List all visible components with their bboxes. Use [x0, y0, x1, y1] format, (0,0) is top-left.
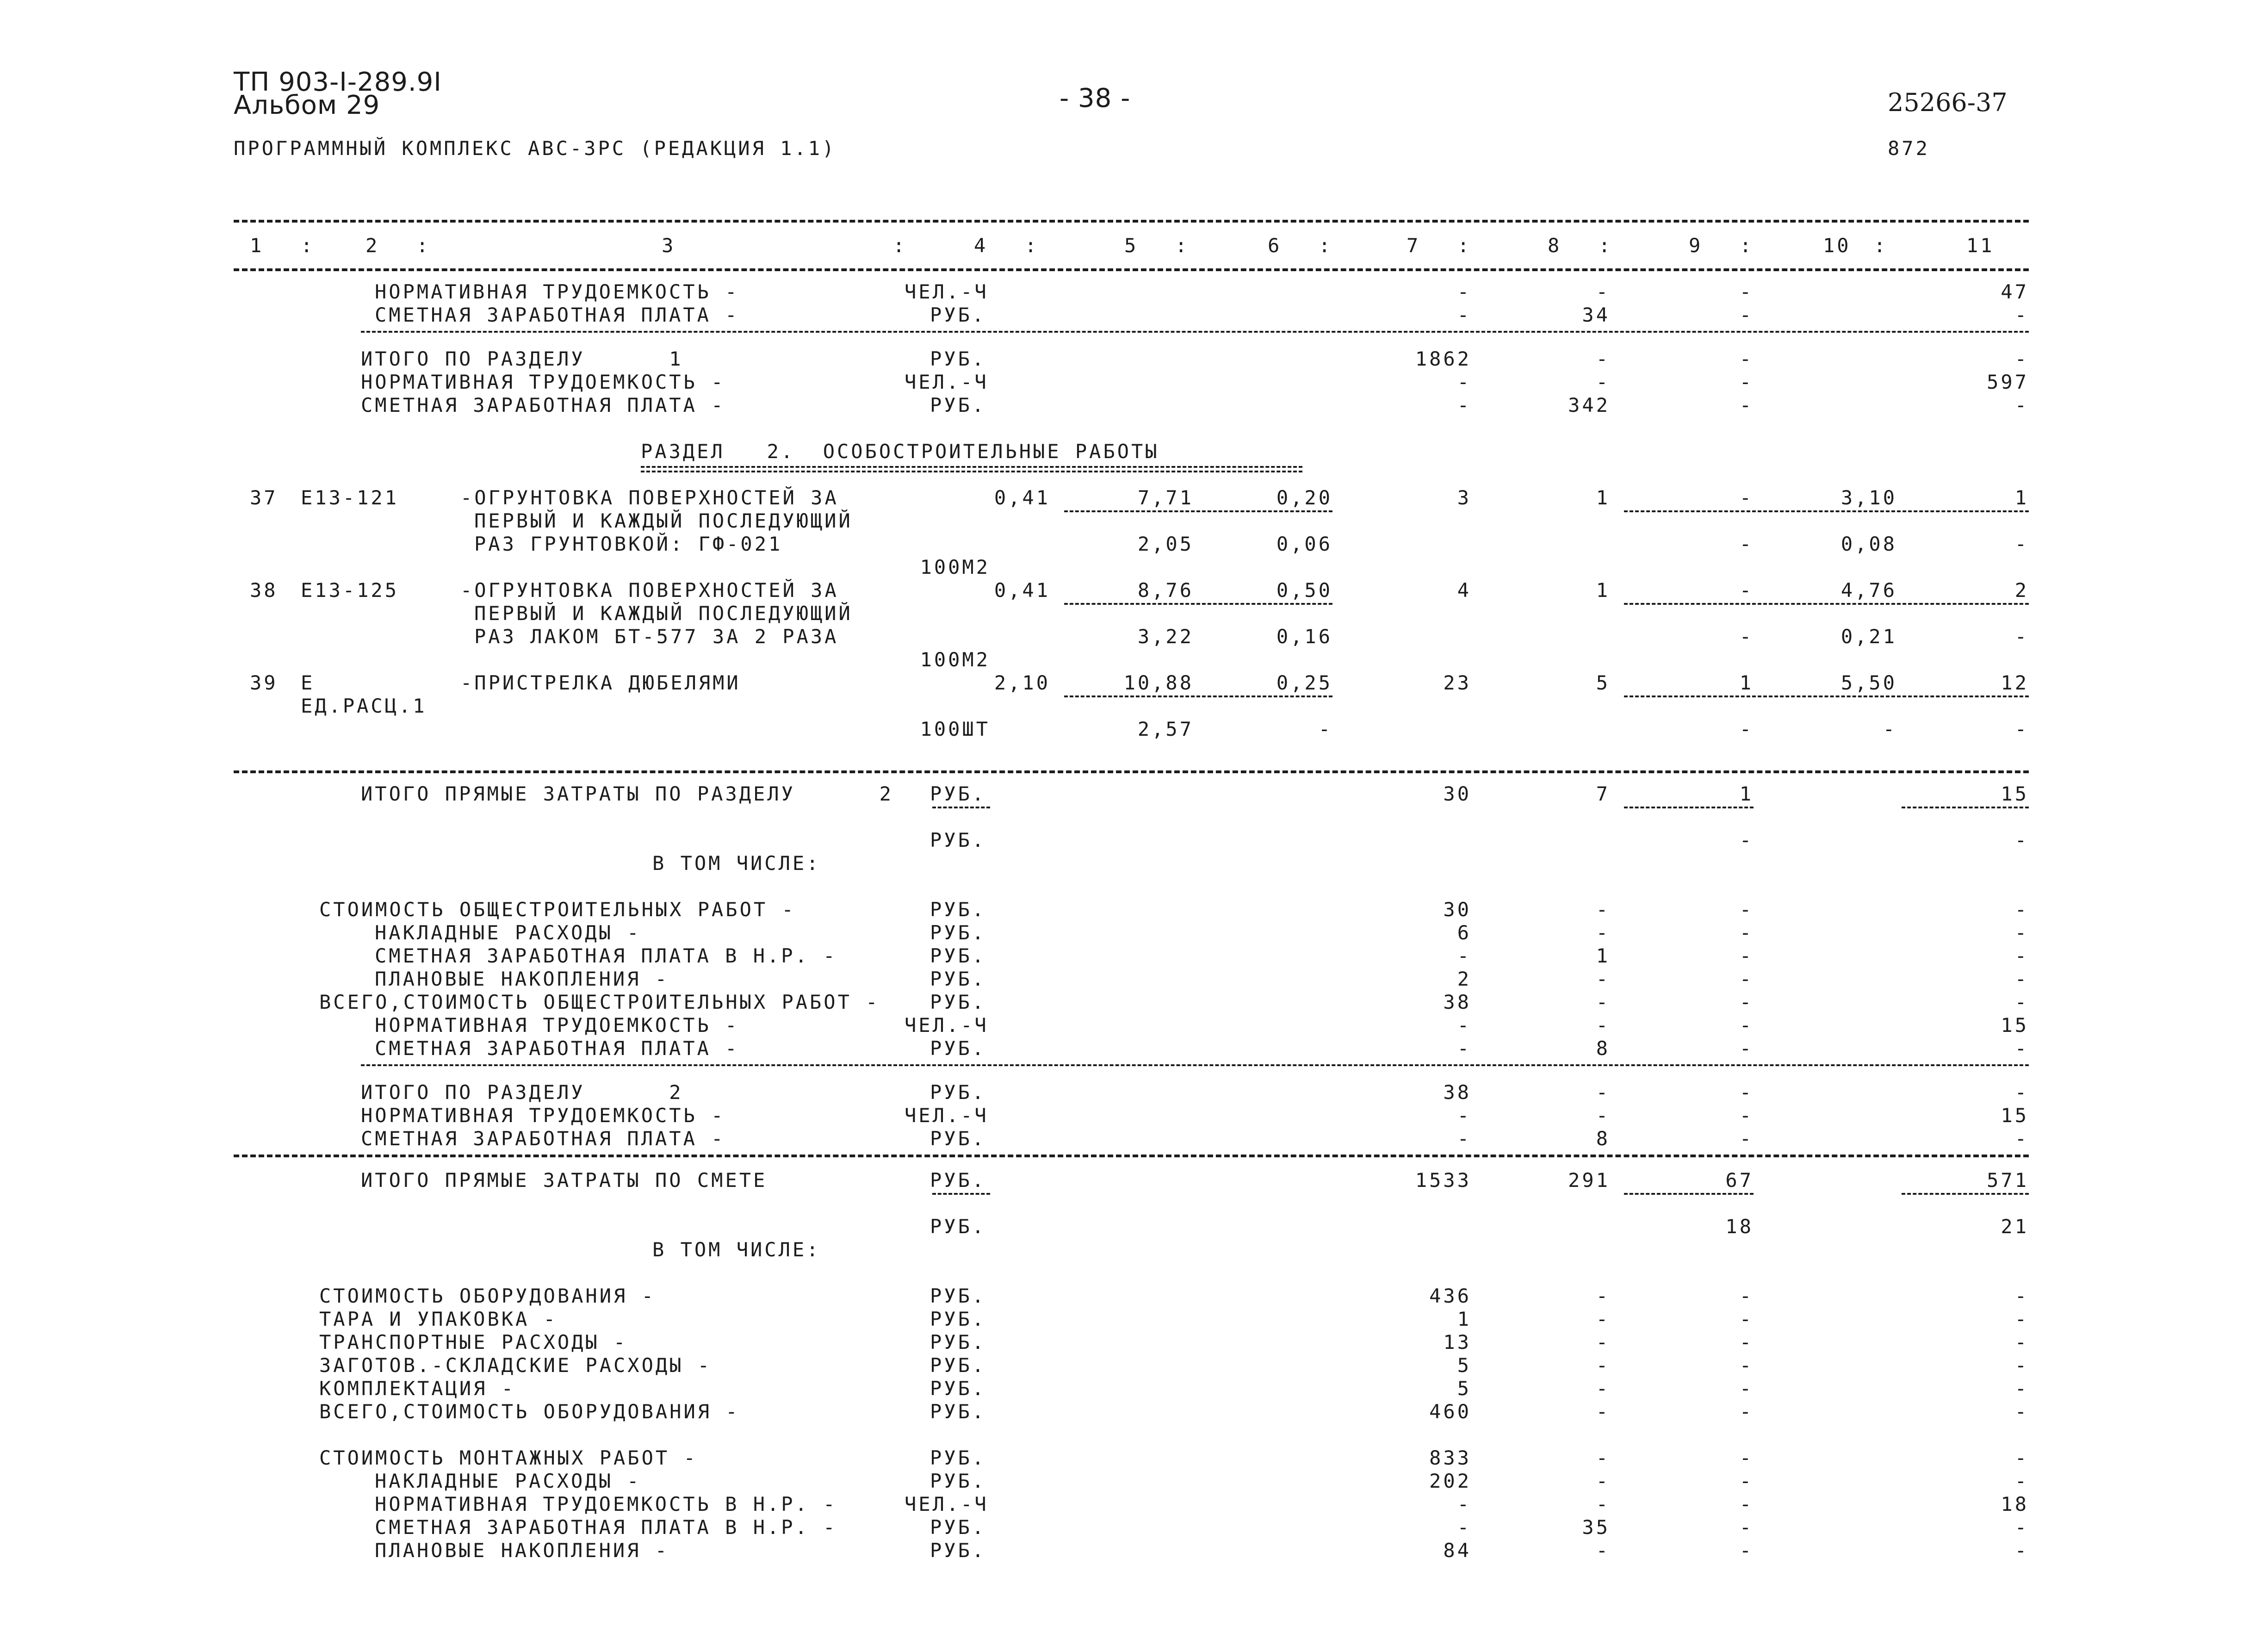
section-title-underline	[641, 466, 1302, 472]
cell-c8: 7	[1596, 782, 1610, 805]
cell-c11: -	[2014, 1470, 2029, 1492]
row-unit: РУБ.	[930, 394, 986, 416]
column-header-9: 9	[1689, 234, 1703, 257]
item-unit-price-wage: 2,57	[1137, 718, 1194, 740]
item-col10-wage: 0,08	[1840, 533, 1897, 555]
item-col9-wage: -	[1739, 533, 1754, 555]
cell-c8: -	[1596, 1539, 1610, 1562]
cell-c8: -	[1596, 1308, 1610, 1330]
item-description: -ПРИСТРЕЛКА ДЮБЕЛЯМИ	[460, 671, 741, 694]
cell-c9: -	[1739, 968, 1754, 990]
row-label: СМЕТНАЯ ЗАРАБОТНАЯ ПЛАТА В Н.Р. -	[375, 944, 837, 967]
cell-c9: -	[1739, 1081, 1754, 1104]
cell-c11: -	[2014, 921, 2029, 944]
cell-c11: -	[2014, 1081, 2029, 1104]
cell-c7: -	[1457, 1104, 1471, 1127]
cell-c8: -	[1596, 1104, 1610, 1127]
cell-c7: 13	[1443, 1331, 1471, 1353]
item-quantity: 0,41	[994, 486, 1050, 509]
row-unit: ЧЕЛ.-Ч	[905, 1493, 989, 1515]
row-unit: РУБ.	[930, 1308, 986, 1330]
row-label: ВСЕГО,СТОИМОСТЬ ОБОРУДОВАНИЯ -	[319, 1400, 740, 1423]
cell-c11: -	[2014, 1377, 2029, 1400]
cell-c7: 460	[1429, 1400, 1471, 1423]
row-unit: РУБ.	[930, 968, 986, 990]
item-unit: 100М2	[920, 556, 990, 578]
item-code: Е13-125	[301, 579, 399, 602]
cell-c7: 5	[1457, 1354, 1471, 1377]
item-split-rule	[1624, 695, 2029, 697]
cell-c7: 833	[1429, 1447, 1471, 1469]
item-col6-wage: 0,06	[1276, 533, 1332, 555]
column-separator: :	[1175, 234, 1190, 257]
row-label: СМЕТНАЯ ЗАРАБОТНАЯ ПЛАТА -	[375, 304, 739, 326]
subtotal-rule	[361, 1064, 2029, 1066]
row-unit: РУБ.	[930, 1037, 986, 1060]
row-unit: РУБ.	[930, 1127, 986, 1150]
row-label: СМЕТНАЯ ЗАРАБОТНАЯ ПЛАТА -	[361, 1127, 725, 1150]
row-label: ВСЕГО,СТОИМОСТЬ ОБЩЕСТРОИТЕЛЬНЫХ РАБОТ -	[319, 991, 880, 1013]
cell-c8: -	[1596, 898, 1610, 921]
item-description: -ОГРУНТОВКА ПОВЕРХНОСТЕЙ ЗА	[460, 579, 839, 602]
item-split-rule	[1624, 603, 2029, 605]
cell-c7: 38	[1443, 1081, 1471, 1104]
cell-c9: -	[1739, 898, 1754, 921]
row-unit: ЧЕЛ.-Ч	[905, 1104, 989, 1127]
cell-c9: -	[1739, 1014, 1754, 1037]
cell-c9: -	[1739, 944, 1754, 967]
project-code: ТП 903-I-289.9I	[234, 67, 442, 97]
column-separator: :	[893, 234, 907, 257]
cell-c9: -	[1739, 348, 1754, 370]
section-end-rule	[234, 770, 2029, 773]
row-label: ТРАНСПОРТНЫЕ РАСХОДЫ -	[319, 1331, 628, 1353]
including-label: В ТОМ ЧИСЛЕ:	[652, 852, 821, 875]
row-label: ИТОГО ПО РАЗДЕЛУ 1	[361, 348, 683, 370]
subtotal-rule	[361, 331, 2029, 333]
value-split-rule	[1624, 1193, 1754, 1195]
item-code-line2: ЕД.РАСЦ.1	[301, 695, 427, 717]
row-label: НОРМАТИВНАЯ ТРУДОЕМКОСТЬ В Н.Р. -	[375, 1493, 837, 1515]
row-unit: ЧЕЛ.-Ч	[905, 371, 989, 393]
direct-costs-unit-wage: РУБ.	[930, 829, 986, 851]
cell-c8: -	[1596, 280, 1610, 303]
cell-c8: -	[1596, 1400, 1610, 1423]
cell-c8: 8	[1596, 1127, 1610, 1150]
item-col11-wage: -	[2014, 718, 2029, 740]
row-unit: РУБ.	[930, 1516, 986, 1539]
cell-c8: -	[1596, 991, 1610, 1013]
cell-c7: -	[1457, 1493, 1471, 1515]
cell-c8: -	[1596, 1377, 1610, 1400]
cell-c8: 8	[1596, 1037, 1610, 1060]
direct-costs-unit: РУБ.	[930, 782, 986, 805]
row-unit: РУБ.	[930, 1400, 986, 1423]
row-unit: РУБ.	[930, 1447, 986, 1469]
direct-costs-unit-wage: РУБ.	[930, 1215, 986, 1238]
cell-c8: -	[1596, 1470, 1610, 1492]
item-unit-price: 10,88	[1123, 671, 1194, 694]
section-end-rule	[234, 1155, 2029, 1157]
cell-c11: -	[2014, 1539, 2029, 1562]
cell-c8: -	[1596, 921, 1610, 944]
row-label: ИТОГО ПО РАЗДЕЛУ 2	[361, 1081, 683, 1104]
item-description: ПЕРВЫЙ И КАЖДЫЙ ПОСЛЕДУЮЩИЙ	[474, 602, 853, 625]
item-col8: 5	[1596, 671, 1610, 694]
item-col10: 3,10	[1840, 486, 1897, 509]
cell-c8: 35	[1582, 1516, 1610, 1539]
item-col6-wage: -	[1318, 718, 1332, 740]
cell-c8: -	[1596, 1354, 1610, 1377]
cell-c11: -	[2014, 991, 2029, 1013]
value-split-rule	[1902, 807, 2029, 808]
value-split-rule	[1624, 807, 1754, 808]
cell-c11: -	[2014, 1400, 2029, 1423]
item-col7: 4	[1457, 579, 1471, 602]
cell-c9: -	[1739, 1104, 1754, 1127]
cell-c9: -	[1739, 394, 1754, 416]
item-col11: 1	[2014, 486, 2029, 509]
item-col6: 0,25	[1276, 671, 1332, 694]
cell-c7: -	[1457, 944, 1471, 967]
cell-c8: -	[1596, 1285, 1610, 1307]
item-col10: 5,50	[1840, 671, 1897, 694]
item-col11-wage: -	[2014, 625, 2029, 648]
item-unit-price-wage: 3,22	[1137, 625, 1194, 648]
cell-c7: 2	[1457, 968, 1471, 990]
row-unit: РУБ.	[930, 1539, 986, 1562]
cell-c11: 597	[1987, 371, 2029, 393]
cell-c8: 291	[1568, 1169, 1610, 1192]
cell-c11: -	[2014, 1285, 2029, 1307]
cell-c7: 30	[1443, 782, 1471, 805]
cell-c8: -	[1596, 1331, 1610, 1353]
cell-c11: -	[2014, 348, 2029, 370]
cell-c7: 436	[1429, 1285, 1471, 1307]
row-unit: РУБ.	[930, 1354, 986, 1377]
cell-c7: 5	[1457, 1377, 1471, 1400]
row-unit: РУБ.	[930, 1285, 986, 1307]
row-unit: РУБ.	[930, 1331, 986, 1353]
item-unit: 100М2	[920, 648, 990, 671]
row-label: ПЛАНОВЫЕ НАКОПЛЕНИЯ -	[375, 1539, 669, 1562]
item-unit: 100ШТ	[920, 718, 990, 740]
row-label: ЗАГОТОВ.-СКЛАДСКИЕ РАСХОДЫ -	[319, 1354, 712, 1377]
value-split-rule	[1902, 1193, 2029, 1195]
cell-c7: -	[1457, 1014, 1471, 1037]
row-label: ПЛАНОВЫЕ НАКОПЛЕНИЯ -	[375, 968, 669, 990]
item-col11: 2	[2014, 579, 2029, 602]
item-description: РАЗ ГРУНТОВКОЙ: ГФ-021	[474, 533, 783, 555]
cell-c9: -	[1739, 1400, 1754, 1423]
cell-c9: 1	[1739, 782, 1754, 805]
row-label: СМЕТНАЯ ЗАРАБОТНАЯ ПЛАТА В Н.Р. -	[375, 1516, 837, 1539]
cell-c9: -	[1739, 304, 1754, 326]
item-number: 39	[250, 671, 278, 694]
cell-c11: 571	[1987, 1169, 2029, 1192]
item-number: 37	[250, 486, 278, 509]
row-unit: РУБ.	[930, 304, 986, 326]
cell-c7: 1533	[1415, 1169, 1471, 1192]
cell-c7: -	[1457, 371, 1471, 393]
row-unit: ЧЕЛ.-Ч	[905, 280, 989, 303]
column-header-3: 3	[662, 234, 676, 257]
cell-c8: -	[1596, 371, 1610, 393]
row-unit: РУБ.	[930, 991, 986, 1013]
column-header-7: 7	[1407, 234, 1421, 257]
item-col10-wage: 0,21	[1840, 625, 1897, 648]
cell-c7: -	[1457, 1516, 1471, 1539]
cell-c8: -	[1596, 1014, 1610, 1037]
cell-c8: -	[1596, 968, 1610, 990]
cell-c11: -	[2014, 968, 2029, 990]
cell-c9: -	[1739, 1354, 1754, 1377]
cell-c11: -	[2014, 1354, 2029, 1377]
stamp-number: 25266-37	[1888, 88, 2008, 117]
row-label: НАКЛАДНЫЕ РАСХОДЫ -	[375, 921, 641, 944]
item-description: ПЕРВЫЙ И КАЖДЫЙ ПОСЛЕДУЮЩИЙ	[474, 509, 853, 532]
item-col11: 12	[2001, 671, 2029, 694]
item-col9: 1	[1739, 671, 1754, 694]
direct-costs-label: ИТОГО ПРЯМЫЕ ЗАТРАТЫ ПО РАЗДЕЛУ 2	[361, 782, 893, 805]
cell-c7: -	[1457, 1037, 1471, 1060]
row-label: НАКЛАДНЫЕ РАСХОДЫ -	[375, 1470, 641, 1492]
including-label: В ТОМ ЧИСЛЕ:	[652, 1238, 821, 1261]
cell-c9: -	[1739, 1285, 1754, 1307]
row-unit: РУБ.	[930, 1081, 986, 1104]
column-separator: :	[1599, 234, 1613, 257]
item-unit-price: 7,71	[1137, 486, 1194, 509]
row-unit: РУБ.	[930, 348, 986, 370]
cell-c9: -	[1739, 1470, 1754, 1492]
item-description: РАЗ ЛАКОМ БТ-577 ЗА 2 РАЗА	[474, 625, 839, 648]
cell-c7: -	[1457, 304, 1471, 326]
cell-c9: -	[1739, 1377, 1754, 1400]
item-col7: 3	[1457, 486, 1471, 509]
cell-c11: -	[2014, 1308, 2029, 1330]
column-header-1: 1	[250, 234, 264, 257]
cell-c9: -	[1739, 1516, 1754, 1539]
item-split-rule	[1064, 510, 1332, 512]
item-col6: 0,50	[1276, 579, 1332, 602]
column-header-6: 6	[1268, 234, 1282, 257]
column-header-2: 2	[366, 234, 380, 257]
column-header-11: 11	[1966, 234, 1995, 257]
column-header-8: 8	[1548, 234, 1562, 257]
item-unit-price: 8,76	[1137, 579, 1194, 602]
cell-c8: -	[1596, 1447, 1610, 1469]
cell-c11: -	[2014, 1037, 2029, 1060]
column-separator: :	[1740, 234, 1754, 257]
cell-c7: 1862	[1415, 348, 1471, 370]
cell-c11: -	[2014, 394, 2029, 416]
item-col9: -	[1739, 486, 1754, 509]
row-label: СТОИМОСТЬ МОНТАЖНЫХ РАБОТ -	[319, 1447, 698, 1469]
page-number: - 38 -	[1060, 83, 1131, 113]
item-split-rule	[1064, 603, 1332, 605]
row-label: НОРМАТИВНАЯ ТРУДОЕМКОСТЬ -	[375, 280, 739, 303]
row-label: СТОИМОСТЬ ОБЩЕСТРОИТЕЛЬНЫХ РАБОТ -	[319, 898, 796, 921]
row-label: ТАРА И УПАКОВКА -	[319, 1308, 558, 1330]
item-col6-wage: 0,16	[1276, 625, 1332, 648]
cell-c9: -	[1739, 921, 1754, 944]
album-label: Альбом 29	[234, 90, 380, 120]
row-unit: РУБ.	[930, 898, 986, 921]
cell-c8: -	[1596, 1081, 1610, 1104]
row-label: СМЕТНАЯ ЗАРАБОТНАЯ ПЛАТА -	[361, 394, 725, 416]
direct-costs-col9-wage: 18	[1725, 1215, 1754, 1238]
row-unit: ЧЕЛ.-Ч	[905, 1014, 989, 1037]
cell-c7: 1	[1457, 1308, 1471, 1330]
cell-c11: -	[2014, 1516, 2029, 1539]
cell-c11: -	[2014, 1331, 2029, 1353]
cell-c9: -	[1739, 1127, 1754, 1150]
cell-c7: 38	[1443, 991, 1471, 1013]
cell-c7: -	[1457, 1127, 1471, 1150]
row-label: НОРМАТИВНАЯ ТРУДОЕМКОСТЬ -	[375, 1014, 739, 1037]
cell-c8: 34	[1582, 304, 1610, 326]
column-separator: :	[416, 234, 431, 257]
cell-c9: -	[1739, 1037, 1754, 1060]
cell-c11: 15	[2001, 1104, 2029, 1127]
item-col10: 4,76	[1840, 579, 1897, 602]
row-label: НОРМАТИВНАЯ ТРУДОЕМКОСТЬ -	[361, 1104, 725, 1127]
cell-c7: 6	[1457, 921, 1471, 944]
row-label: СМЕТНАЯ ЗАРАБОТНАЯ ПЛАТА -	[375, 1037, 739, 1060]
cell-c11: -	[2014, 304, 2029, 326]
cell-c9: -	[1739, 991, 1754, 1013]
item-col7: 23	[1443, 671, 1471, 694]
cell-c8: -	[1596, 1493, 1610, 1515]
cell-c9: -	[1739, 1447, 1754, 1469]
cell-c11: -	[2014, 898, 2029, 921]
direct-costs-unit: РУБ.	[930, 1169, 986, 1192]
row-unit: РУБ.	[930, 1377, 986, 1400]
item-description: -ОГРУНТОВКА ПОВЕРХНОСТЕЙ ЗА	[460, 486, 839, 509]
row-label: НОРМАТИВНАЯ ТРУДОЕМКОСТЬ -	[361, 371, 725, 393]
direct-costs-col11-wage: -	[2014, 829, 2029, 851]
item-code: Е13-121	[301, 486, 399, 509]
cell-c7: -	[1457, 280, 1471, 303]
cell-c9: 67	[1725, 1169, 1754, 1192]
item-col8: 1	[1596, 579, 1610, 602]
cell-c9: -	[1739, 371, 1754, 393]
cell-c9: -	[1739, 1331, 1754, 1353]
row-label: КОМПЛЕКТАЦИЯ -	[319, 1377, 516, 1400]
cell-c7: 30	[1443, 898, 1471, 921]
column-header-4: 4	[974, 234, 988, 257]
item-split-rule	[1064, 695, 1332, 697]
row-unit: РУБ.	[930, 1470, 986, 1492]
direct-costs-col11-wage: 21	[2001, 1215, 2029, 1238]
cell-c8: 342	[1568, 394, 1610, 416]
item-col8: 1	[1596, 486, 1610, 509]
cell-c11: 15	[2001, 782, 2029, 805]
table-top-rule	[234, 220, 2029, 223]
item-col9: -	[1739, 579, 1754, 602]
item-col6: 0,20	[1276, 486, 1332, 509]
column-separator: :	[301, 234, 315, 257]
unit-split-rule	[932, 807, 990, 808]
column-header-5: 5	[1124, 234, 1139, 257]
program-title: ПРОГРАММНЫЙ КОМПЛЕКС АВС-3РС (РЕДАКЦИЯ 1.1)	[234, 137, 837, 160]
cell-c11: 47	[2001, 280, 2029, 303]
row-label: СТОИМОСТЬ ОБОРУДОВАНИЯ -	[319, 1285, 656, 1307]
column-header-10: 10	[1823, 234, 1851, 257]
cell-c11: 18	[2001, 1493, 2029, 1515]
item-col9-wage: -	[1739, 718, 1754, 740]
item-col10-wage: -	[1883, 718, 1897, 740]
cell-c8: -	[1596, 348, 1610, 370]
row-unit: РУБ.	[930, 944, 986, 967]
unit-split-rule	[932, 1193, 990, 1195]
cell-c9: -	[1739, 1539, 1754, 1562]
cell-c9: -	[1739, 1308, 1754, 1330]
column-separator: :	[1025, 234, 1039, 257]
item-quantity: 2,10	[994, 671, 1050, 694]
column-separator: :	[1457, 234, 1472, 257]
cell-c11: -	[2014, 1447, 2029, 1469]
cell-c9: -	[1739, 280, 1754, 303]
cell-c7: 84	[1443, 1539, 1471, 1562]
direct-costs-col9-wage: -	[1739, 829, 1754, 851]
cell-c7: -	[1457, 394, 1471, 416]
item-col9-wage: -	[1739, 625, 1754, 648]
cell-c9: -	[1739, 1493, 1754, 1515]
item-unit-price-wage: 2,05	[1137, 533, 1194, 555]
item-quantity: 0,41	[994, 579, 1050, 602]
item-split-rule	[1624, 510, 2029, 512]
direct-costs-label: ИТОГО ПРЯМЫЕ ЗАТРАТЫ ПО СМЕТЕ	[361, 1169, 768, 1192]
cell-c11: -	[2014, 944, 2029, 967]
section-title: РАЗДЕЛ 2. ОСОБОСТРОИТЕЛЬНЫЕ РАБОТЫ	[641, 440, 1159, 463]
cell-c7: 202	[1429, 1470, 1471, 1492]
column-header-rule	[234, 268, 2029, 271]
sheet-number: 872	[1888, 137, 1930, 160]
column-separator: :	[1874, 234, 1888, 257]
item-col11-wage: -	[2014, 533, 2029, 555]
column-separator: :	[1319, 234, 1333, 257]
item-code: Е	[301, 671, 315, 694]
cell-c11: 15	[2001, 1014, 2029, 1037]
cell-c11: -	[2014, 1127, 2029, 1150]
cell-c8: 1	[1596, 944, 1610, 967]
item-number: 38	[250, 579, 278, 602]
row-unit: РУБ.	[930, 921, 986, 944]
